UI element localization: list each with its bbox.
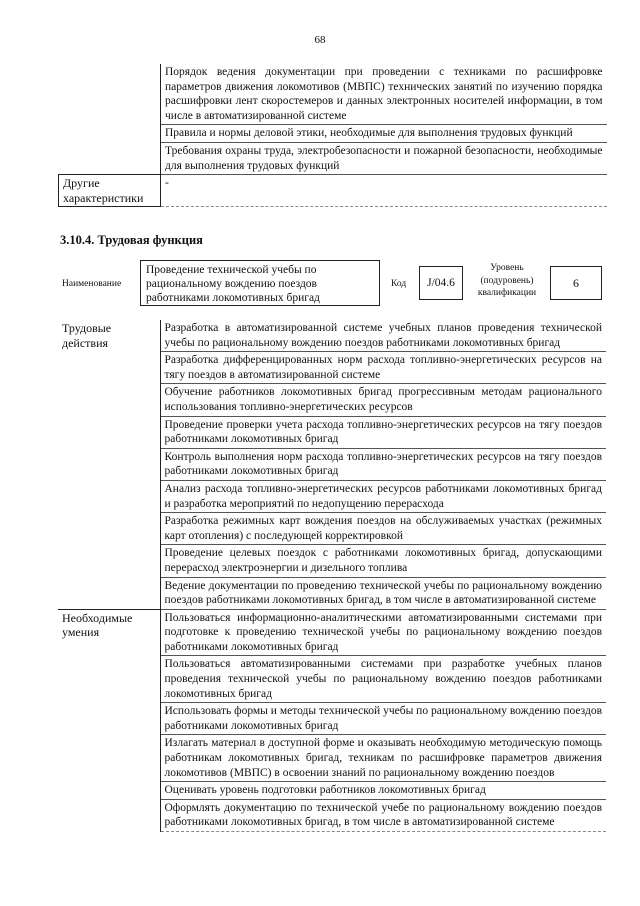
labor-action-item: Анализ расхода топливно-энергетических ресурсов работниками локомотивных бригад и разработка мероприятий по недопущению перерасхода (160, 480, 606, 512)
code-label: Код (391, 279, 407, 289)
labor-action-item: Разработка дифференцированных норм расхода топливно-энергетических ресурсов на тягу поездов в автоматизированной системе (160, 352, 606, 384)
page-number: 68 (314, 34, 326, 46)
labor-action-item: Разработка в автоматизированной системе учебных планов проведения технической учебы по рациональному вождению поездов работниками локомотивных бригад (160, 320, 606, 352)
skill-item: Пользоваться информационно-аналитическими автоматизированными системами при подготовке к проведению технической учебы по рациональному вождению поездов работниками локомотивных бригад (160, 609, 606, 656)
other-characteristics-value: - (161, 175, 607, 207)
empty-label-cell (59, 125, 161, 143)
section-title: 3.10.4. Трудовая функция (60, 233, 203, 247)
qualification-level-label: Уровень (подуровень) квалификации (477, 263, 537, 298)
other-characteristics-label: Другие характеристики (59, 175, 161, 207)
code-value: J/04.6 (419, 266, 463, 300)
knowledge-item: Правила и нормы деловой этики, необходимые для выполнения трудовых функций (161, 125, 607, 143)
required-skills-label: Необходимые умения (58, 609, 160, 831)
name-label: Наименование (62, 279, 122, 289)
knowledge-table-continuation (58, 64, 607, 207)
skill-item: Использовать формы и методы технической учебы по рациональному вождению поездов работниками локомотивных бригад (160, 703, 606, 735)
skill-item: Излагать материал в доступной форме и оказывать необходимую методическую помощь работникам локомотивных бригад, техникам по расшифровке параметров движения локомотивов (МВПС) в освоении знаний по рациональному вождению поездов (160, 735, 606, 782)
labor-action-item: Разработка режимных карт вождения поездов на обслуживаемых участках (режимных карт отопления) с последующей корректировкой (160, 513, 606, 545)
skill-item: Пользоваться автоматизированными системами при разработке учебных планов проведения технической учебы по рациональному вождению поездов работниками локомотивных бригад (160, 656, 606, 703)
labor-action-item: Обучение работников локомотивных бригад прогрессивным методам рационального использования топливно-энергетических ресурсов (160, 384, 606, 416)
labor-action-item: Проведение целевых поездок с работниками локомотивных бригад, допускающими перерасход электроэнергии и дизельного топлива (160, 545, 606, 577)
labor-action-item: Контроль выполнения норм расхода топливно-энергетических ресурсов на тягу поездов работниками локомотивных бригад (160, 448, 606, 480)
knowledge-item: Порядок ведения документации при проведении с техниками по расшифровке параметров движения локомотивов (МВПС) технических занятий по изучению порядка расшифровки лент скоростемеров и данных электронных носителей информации, в том числе в автоматизированной системе (161, 64, 607, 125)
skill-item: Оформлять документацию по технической учебе по рациональному вождению поездов работниками локомотивных бригад, в том числе в автоматизированной системе (160, 799, 606, 831)
labor-actions-label: Трудовые действия (58, 320, 160, 609)
function-name-value: Проведение технической учебы по рациональному вождению поездов работниками локомотивных бригад (140, 260, 380, 306)
knowledge-item: Требования охраны труда, электробезопасности и пожарной безопасности, необходимые для выполнения трудовых функций (161, 142, 607, 174)
qualification-level-value: 6 (550, 266, 602, 300)
skill-item: Оценивать уровень подготовки работников локомотивных бригад (160, 782, 606, 800)
labor-function-table (58, 320, 606, 832)
labor-action-item: Проведение проверки учета расхода топливно-энергетических ресурсов на тягу поездов работниками локомотивных бригад (160, 416, 606, 448)
empty-label-cell (59, 64, 161, 125)
labor-action-item: Ведение документации по проведению технической учебы по рациональному вождению поездов работниками локомотивных бригад, в том числе в автоматизированной системе (160, 577, 606, 609)
empty-label-cell (59, 142, 161, 174)
